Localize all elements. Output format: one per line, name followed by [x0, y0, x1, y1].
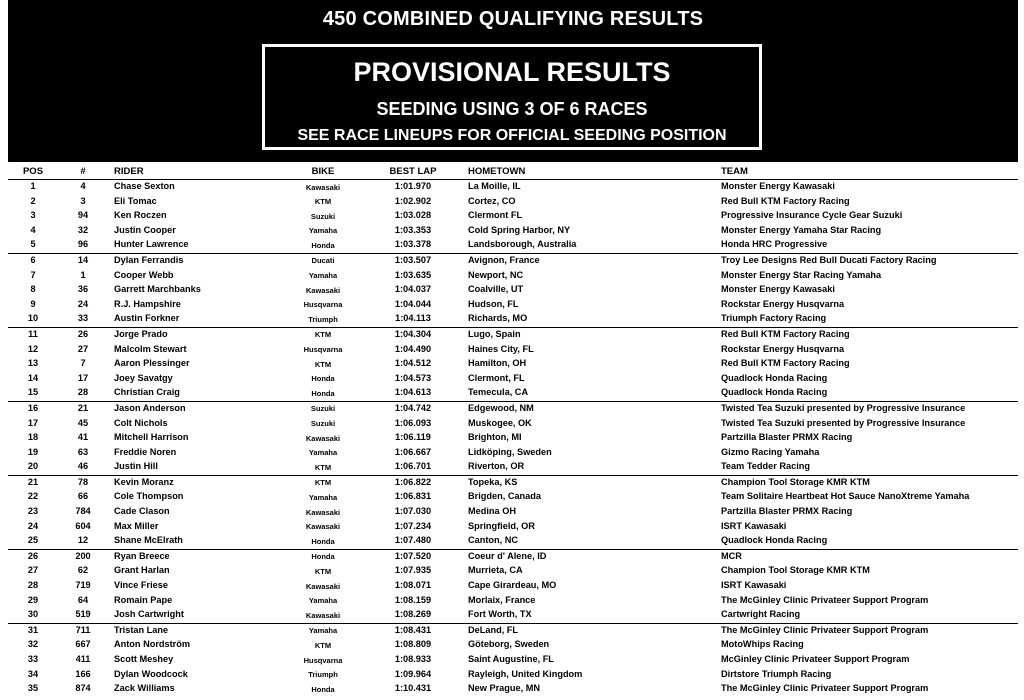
row-pos: 26: [27, 550, 39, 561]
row-rider: Ken Roczen: [114, 210, 167, 221]
row-number: 66: [77, 491, 89, 502]
row-number: 96: [77, 239, 89, 250]
row-pos: 11: [28, 328, 38, 339]
row-hometown: Riverton, OR: [468, 461, 525, 472]
row-hometown: Hudson, FL: [468, 298, 519, 309]
row-best-lap: 1:07.935: [394, 565, 432, 576]
row-rider: Colt Nichols: [114, 417, 168, 428]
row-pos: 5: [30, 239, 36, 250]
row-rider: Cade Clason: [114, 506, 170, 517]
row-hometown: Saint Augustine, FL: [468, 654, 554, 664]
row-bike: Kawasaki: [305, 507, 341, 517]
table-row: [8, 490, 1018, 505]
row-hometown: Haines City, FL: [468, 343, 534, 354]
row-rider: Jorge Prado: [114, 328, 168, 339]
table-row: [8, 180, 1018, 195]
row-bike: Honda: [311, 240, 335, 250]
row-rider: Cooper Webb: [114, 269, 174, 280]
row-rider: Jason Anderson: [114, 402, 186, 413]
row-rider: R.J. Hampshire: [114, 298, 181, 309]
row-rider: Christian Craig: [114, 387, 180, 398]
row-number: 166: [75, 668, 91, 679]
row-bike: KTM: [314, 359, 332, 369]
row-rider: Freddie Noren: [114, 446, 177, 457]
row-rider: Shane McElrath: [114, 535, 183, 546]
row-team: Red Bull KTM Factory Racing: [721, 358, 850, 369]
row-hometown: Medina OH: [468, 506, 516, 517]
row-pos: 25: [27, 535, 39, 546]
row-bike: KTM: [314, 330, 332, 340]
row-hometown: Canton, NC: [468, 535, 519, 546]
row-rider: Max Miller: [114, 520, 159, 531]
row-best-lap: 1:03.378: [394, 239, 432, 250]
row-number: 667: [75, 639, 91, 650]
row-team: Quadlock Honda Racing: [721, 372, 828, 383]
row-hometown: Springfield, OR: [468, 520, 535, 531]
row-rider: Zack Williams: [114, 683, 175, 694]
row-number: 62: [77, 565, 89, 576]
row-number: 41: [77, 432, 89, 443]
row-number: 411: [75, 654, 91, 664]
row-bike: Husqvarna: [303, 655, 343, 665]
row-number: 36: [77, 284, 89, 295]
row-number: 78: [77, 476, 89, 487]
row-best-lap: 1:03.353: [394, 224, 432, 235]
row-team: The McGinley Clinic Privateer Support Program: [721, 594, 929, 605]
table-row: [8, 534, 1018, 549]
row-team: The McGinley Clinic Privateer Support Program: [721, 683, 929, 694]
row-pos: 34: [27, 668, 39, 679]
row-team: Partzilla Blaster PRMX Racing: [721, 506, 853, 517]
row-rider: Dylan Woodcock: [114, 668, 188, 679]
row-rider: Malcolm Stewart: [114, 343, 187, 354]
row-rider: Hunter Lawrence: [114, 239, 189, 250]
row-bike: Husqvarna: [303, 345, 343, 355]
col-number: #: [80, 166, 86, 177]
row-hometown: Cape Girardeau, MO: [468, 580, 557, 591]
table-row: [8, 668, 1018, 683]
row-bike: Triumph: [308, 314, 338, 324]
row-team: Gizmo Racing Yamaha: [721, 446, 820, 457]
row-pos: 33: [27, 654, 39, 664]
row-hometown: Rayleigh, United Kingdom: [468, 668, 583, 679]
col-best-lap: BEST LAP: [389, 166, 437, 177]
row-rider: Tristan Lane: [114, 624, 169, 635]
row-pos: 16: [27, 402, 39, 413]
row-best-lap: 1:08.159: [394, 594, 432, 605]
row-team: MotoWhips Racing: [721, 639, 804, 650]
row-bike: Yamaha: [308, 596, 338, 606]
table-row: [8, 283, 1018, 298]
row-rider: Justin Cooper: [114, 224, 176, 235]
row-pos: 22: [27, 491, 39, 502]
table-row: [8, 224, 1018, 239]
row-team: Monster Energy Kawasaki: [721, 284, 835, 295]
row-hometown: DeLand, FL: [468, 624, 519, 635]
row-pos: 30: [27, 609, 39, 620]
row-best-lap: 1:06.119: [395, 432, 431, 443]
row-number: 784: [75, 506, 91, 517]
row-number: 719: [75, 580, 91, 591]
row-best-lap: 1:04.573: [394, 372, 432, 383]
row-best-lap: 1:08.071: [394, 580, 432, 591]
row-number: 94: [77, 210, 89, 221]
row-number: 17: [77, 372, 89, 383]
row-best-lap: 1:02.902: [394, 195, 432, 206]
row-pos: 14: [27, 372, 39, 383]
row-bike: Yamaha: [308, 226, 338, 236]
row-bike: Honda: [311, 552, 335, 562]
row-hometown: Morlaix, France: [468, 594, 536, 605]
row-hometown: Muskogee, OK: [468, 417, 532, 428]
provisional-title: PROVISIONAL RESULTS: [353, 57, 671, 87]
row-number: 26: [77, 328, 89, 339]
table-row: [8, 372, 1018, 387]
row-pos: 31: [27, 624, 39, 635]
table-row: [8, 327, 1018, 343]
row-bike: Honda: [311, 536, 335, 546]
table-row: [8, 357, 1018, 372]
row-bike: Suzuki: [310, 211, 336, 221]
row-bike: Kawasaki: [305, 522, 341, 532]
row-rider: Joey Savatgy: [114, 372, 173, 383]
row-pos: 17: [27, 417, 39, 428]
row-pos: 29: [27, 594, 39, 605]
col-rider: RIDER: [114, 166, 144, 177]
table-row: [8, 682, 1018, 697]
row-team: Progressive Insurance Cycle Gear Suzuki: [721, 210, 903, 221]
row-best-lap: 1:09.964: [394, 668, 432, 679]
row-bike: KTM: [314, 640, 332, 650]
row-best-lap: 1:06.831: [394, 491, 432, 502]
row-best-lap: 1:07.234: [394, 520, 432, 531]
row-bike: Honda: [311, 684, 335, 694]
row-pos: 7: [30, 269, 36, 280]
row-best-lap: 1:06.093: [394, 417, 432, 428]
row-pos: 28: [27, 580, 39, 591]
row-number: 1: [80, 269, 86, 280]
row-pos: 19: [27, 446, 39, 457]
table-row: [8, 401, 1018, 417]
row-team: Triumph Factory Racing: [721, 313, 827, 324]
row-bike: Yamaha: [308, 271, 338, 281]
row-rider: Ryan Breece: [114, 550, 170, 561]
row-hometown: Cold Spring Harbor, NY: [468, 224, 571, 235]
table-row: [8, 475, 1018, 491]
row-pos: 13: [27, 358, 39, 369]
row-hometown: Coalville, UT: [468, 284, 524, 295]
row-pos: 21: [27, 476, 39, 487]
row-pos: 6: [30, 254, 36, 265]
row-team: Twisted Tea Suzuki presented by Progressive Insurance: [721, 417, 966, 428]
row-team: Champion Tool Storage KMR KTM: [721, 476, 870, 487]
table-row: [8, 549, 1018, 565]
results-table: [8, 180, 1018, 697]
col-hometown: HOMETOWN: [468, 166, 526, 177]
row-best-lap: 1:04.613: [394, 387, 432, 398]
table-row: [8, 638, 1018, 653]
row-number: 874: [75, 683, 91, 694]
row-bike: Yamaha: [308, 626, 338, 636]
row-rider: Garrett Marchbanks: [114, 284, 201, 295]
row-best-lap: 1:04.113: [395, 313, 431, 324]
table-row: [8, 446, 1018, 461]
table-row: [8, 594, 1018, 609]
row-team: McGinley Clinic Privateer Support Program: [721, 654, 910, 664]
row-hometown: New Prague, MN: [468, 683, 540, 694]
row-best-lap: 1:03.507: [394, 254, 432, 265]
results-header: [8, 0, 1018, 162]
row-hometown: Lugo, Spain: [468, 328, 521, 339]
row-pos: 24: [27, 520, 39, 531]
row-number: 711: [75, 624, 91, 635]
row-best-lap: 1:04.304: [394, 328, 432, 339]
row-number: 33: [77, 313, 89, 324]
row-team: Cartwright Racing: [721, 609, 801, 620]
row-team: Rockstar Energy Husqvarna: [721, 343, 845, 354]
row-rider: Anton Nordström: [114, 639, 191, 650]
column-headers: [8, 165, 1018, 179]
row-team: Monster Energy Yamaha Star Racing: [721, 224, 882, 235]
row-number: 4: [80, 181, 86, 191]
row-best-lap: 1:08.269: [394, 609, 432, 620]
seeding-note: SEEDING USING 3 OF 6 RACES: [376, 99, 648, 119]
table-row: [8, 195, 1018, 210]
row-best-lap: 1:07.520: [394, 550, 432, 561]
row-bike: Yamaha: [308, 492, 338, 502]
row-number: 27: [77, 343, 89, 354]
row-pos: 15: [27, 387, 39, 398]
row-team: Twisted Tea Suzuki presented by Progressive Insurance: [721, 402, 966, 413]
row-number: 28: [77, 387, 89, 398]
row-pos: 3: [30, 210, 36, 221]
row-bike: Honda: [311, 388, 335, 398]
table-row: [8, 579, 1018, 594]
row-pos: 20: [27, 461, 39, 472]
row-bike: KTM: [314, 462, 332, 472]
row-pos: 9: [30, 298, 36, 309]
row-bike: Honda: [311, 374, 335, 384]
row-number: 46: [77, 461, 89, 472]
row-hometown: Fort Worth, TX: [468, 609, 532, 620]
row-team: Quadlock Honda Racing: [721, 387, 828, 398]
row-best-lap: 1:08.809: [394, 639, 432, 650]
row-hometown: Coeur d' Alene, ID: [468, 550, 547, 561]
row-hometown: Brigden, Canada: [468, 491, 542, 502]
table-row: [8, 505, 1018, 520]
row-number: 519: [75, 609, 91, 620]
row-number: 32: [77, 224, 89, 235]
row-bike: Triumph: [308, 670, 338, 680]
table-row: [8, 253, 1018, 269]
row-hometown: Hamilton, OH: [468, 358, 527, 369]
row-best-lap: 1:06.822: [394, 476, 432, 487]
row-hometown: Landsborough, Australia: [468, 239, 577, 250]
table-row: [8, 386, 1018, 401]
row-rider: Romain Pape: [114, 594, 173, 605]
row-number: 64: [77, 594, 89, 605]
row-pos: 4: [30, 224, 36, 235]
row-hometown: Newport, NC: [468, 269, 524, 280]
row-best-lap: 1:04.490: [394, 343, 432, 354]
row-best-lap: 1:04.044: [394, 298, 432, 309]
row-rider: Justin Hill: [114, 461, 158, 472]
row-hometown: Clermont FL: [468, 210, 523, 221]
row-bike: Kawasaki: [305, 581, 341, 591]
row-team: The McGinley Clinic Privateer Support Program: [721, 624, 929, 635]
row-hometown: Richards, MO: [468, 313, 528, 324]
table-row: [8, 460, 1018, 475]
row-hometown: La Moille, IL: [468, 181, 521, 191]
row-hometown: Edgewood, NM: [468, 402, 534, 413]
row-pos: 2: [30, 195, 36, 206]
row-team: Red Bull KTM Factory Racing: [721, 195, 850, 206]
table-row: [8, 623, 1018, 639]
col-bike: BIKE: [311, 166, 335, 177]
row-best-lap: 1:07.480: [394, 535, 432, 546]
row-best-lap: 1:04.037: [394, 284, 432, 295]
row-hometown: Cortez, CO: [468, 195, 516, 206]
table-row: [8, 269, 1018, 284]
row-bike: Suzuki: [310, 404, 336, 414]
row-best-lap: 1:06.701: [394, 461, 432, 472]
row-hometown: Temecula, CA: [468, 387, 529, 398]
row-rider: Mitchell Harrison: [114, 432, 189, 443]
row-hometown: Murrieta, CA: [468, 565, 523, 576]
row-pos: 10: [27, 313, 39, 324]
row-team: ISRT Kawasaki: [721, 580, 787, 591]
table-row: [8, 238, 1018, 253]
row-team: Quadlock Honda Racing: [721, 535, 828, 546]
row-rider: Vince Friese: [114, 580, 168, 591]
row-best-lap: 1:08.431: [394, 624, 432, 635]
row-team: Rockstar Energy Husqvarna: [721, 298, 845, 309]
row-best-lap: 1:08.933: [394, 654, 432, 664]
row-best-lap: 1:04.512: [394, 358, 432, 369]
page-title: 450 COMBINED QUALIFYING RESULTS: [322, 8, 704, 30]
row-number: 3: [80, 195, 86, 206]
table-row: [8, 520, 1018, 535]
row-bike: KTM: [314, 566, 332, 576]
row-hometown: Avignon, France: [468, 254, 540, 265]
row-team: Team Tedder Racing: [721, 461, 811, 472]
row-rider: Eli Tomac: [114, 195, 157, 206]
row-number: 24: [77, 298, 89, 309]
table-row: [8, 564, 1018, 579]
row-number: 14: [77, 254, 89, 265]
row-team: ISRT Kawasaki: [721, 520, 787, 531]
row-team: Monster Energy Star Racing Yamaha: [721, 269, 882, 280]
row-rider: Dylan Ferrandis: [114, 254, 184, 265]
row-best-lap: 1:07.030: [394, 506, 432, 517]
row-bike: Kawasaki: [305, 285, 341, 295]
row-pos: 8: [30, 284, 36, 295]
row-team: Monster Energy Kawasaki: [721, 181, 835, 191]
row-hometown: Göteborg, Sweden: [468, 639, 550, 650]
row-bike: Ducati: [311, 256, 335, 266]
row-number: 12: [77, 535, 89, 546]
row-bike: Kawasaki: [305, 182, 341, 192]
row-best-lap: 1:10.431: [394, 683, 432, 694]
row-pos: 18: [27, 432, 39, 443]
row-rider: Cole Thompson: [114, 491, 184, 502]
row-best-lap: 1:01.970: [394, 181, 432, 191]
table-row: [8, 343, 1018, 358]
table-row: [8, 653, 1018, 668]
table-row: [8, 312, 1018, 327]
row-best-lap: 1:06.667: [394, 446, 432, 457]
row-pos: 23: [27, 506, 39, 517]
row-team: MCR: [721, 550, 742, 561]
table-row: [8, 298, 1018, 313]
row-bike: Yamaha: [308, 448, 338, 458]
row-best-lap: 1:04.742: [394, 402, 432, 413]
col-pos: POS: [22, 166, 44, 177]
table-row: [8, 417, 1018, 432]
row-pos: 12: [27, 343, 39, 354]
row-bike: Kawasaki: [305, 433, 341, 443]
table-row: [8, 209, 1018, 224]
row-hometown: Lidköping, Sweden: [468, 446, 552, 457]
row-rider: Scott Meshey: [114, 654, 174, 664]
row-best-lap: 1:03.635: [394, 269, 432, 280]
row-best-lap: 1:03.028: [394, 210, 432, 221]
row-team: Champion Tool Storage KMR KTM: [721, 565, 870, 576]
row-number: 45: [77, 417, 89, 428]
row-hometown: Topeka, KS: [468, 476, 518, 487]
row-number: 21: [77, 402, 89, 413]
row-bike: Kawasaki: [305, 610, 341, 620]
row-pos: 1: [30, 181, 36, 191]
lineup-note: SEE RACE LINEUPS FOR OFFICIAL SEEDING POSITION: [297, 127, 727, 144]
provisional-box: [262, 44, 762, 150]
row-rider: Kevin Moranz: [114, 476, 174, 487]
row-team: Honda HRC Progressive: [721, 239, 828, 250]
col-team: TEAM: [721, 166, 748, 177]
row-team: Team Solitaire Heartbeat Hot Sauce NanoXtreme Yamaha: [721, 491, 970, 502]
row-bike: Husqvarna: [303, 300, 343, 310]
row-bike: Suzuki: [310, 419, 336, 428]
row-number: 200: [75, 550, 91, 561]
row-rider: Grant Harlan: [114, 565, 170, 576]
row-team: Partzilla Blaster PRMX Racing: [721, 432, 853, 443]
row-number: 604: [75, 520, 91, 531]
row-rider: Chase Sexton: [114, 181, 175, 191]
row-bike: KTM: [314, 478, 332, 488]
row-number: 63: [77, 446, 89, 457]
row-team: Troy Lee Designs Red Bull Ducati Factory Racing: [721, 254, 937, 265]
row-team: Red Bull KTM Factory Racing: [721, 328, 850, 339]
row-hometown: Clermont, FL: [468, 372, 525, 383]
row-bike: KTM: [314, 197, 332, 207]
row-pos: 27: [27, 565, 39, 576]
row-team: Dirtstore Triumph Racing: [721, 668, 832, 679]
row-pos: 35: [27, 683, 39, 694]
row-rider: Aaron Plessinger: [114, 358, 190, 369]
row-rider: Austin Forkner: [114, 313, 180, 324]
row-pos: 32: [27, 639, 39, 650]
table-row: [8, 431, 1018, 446]
row-rider: Josh Cartwright: [114, 609, 184, 620]
table-row: [8, 608, 1018, 623]
row-number: 7: [80, 358, 86, 369]
row-hometown: Brighton, MI: [468, 432, 522, 443]
